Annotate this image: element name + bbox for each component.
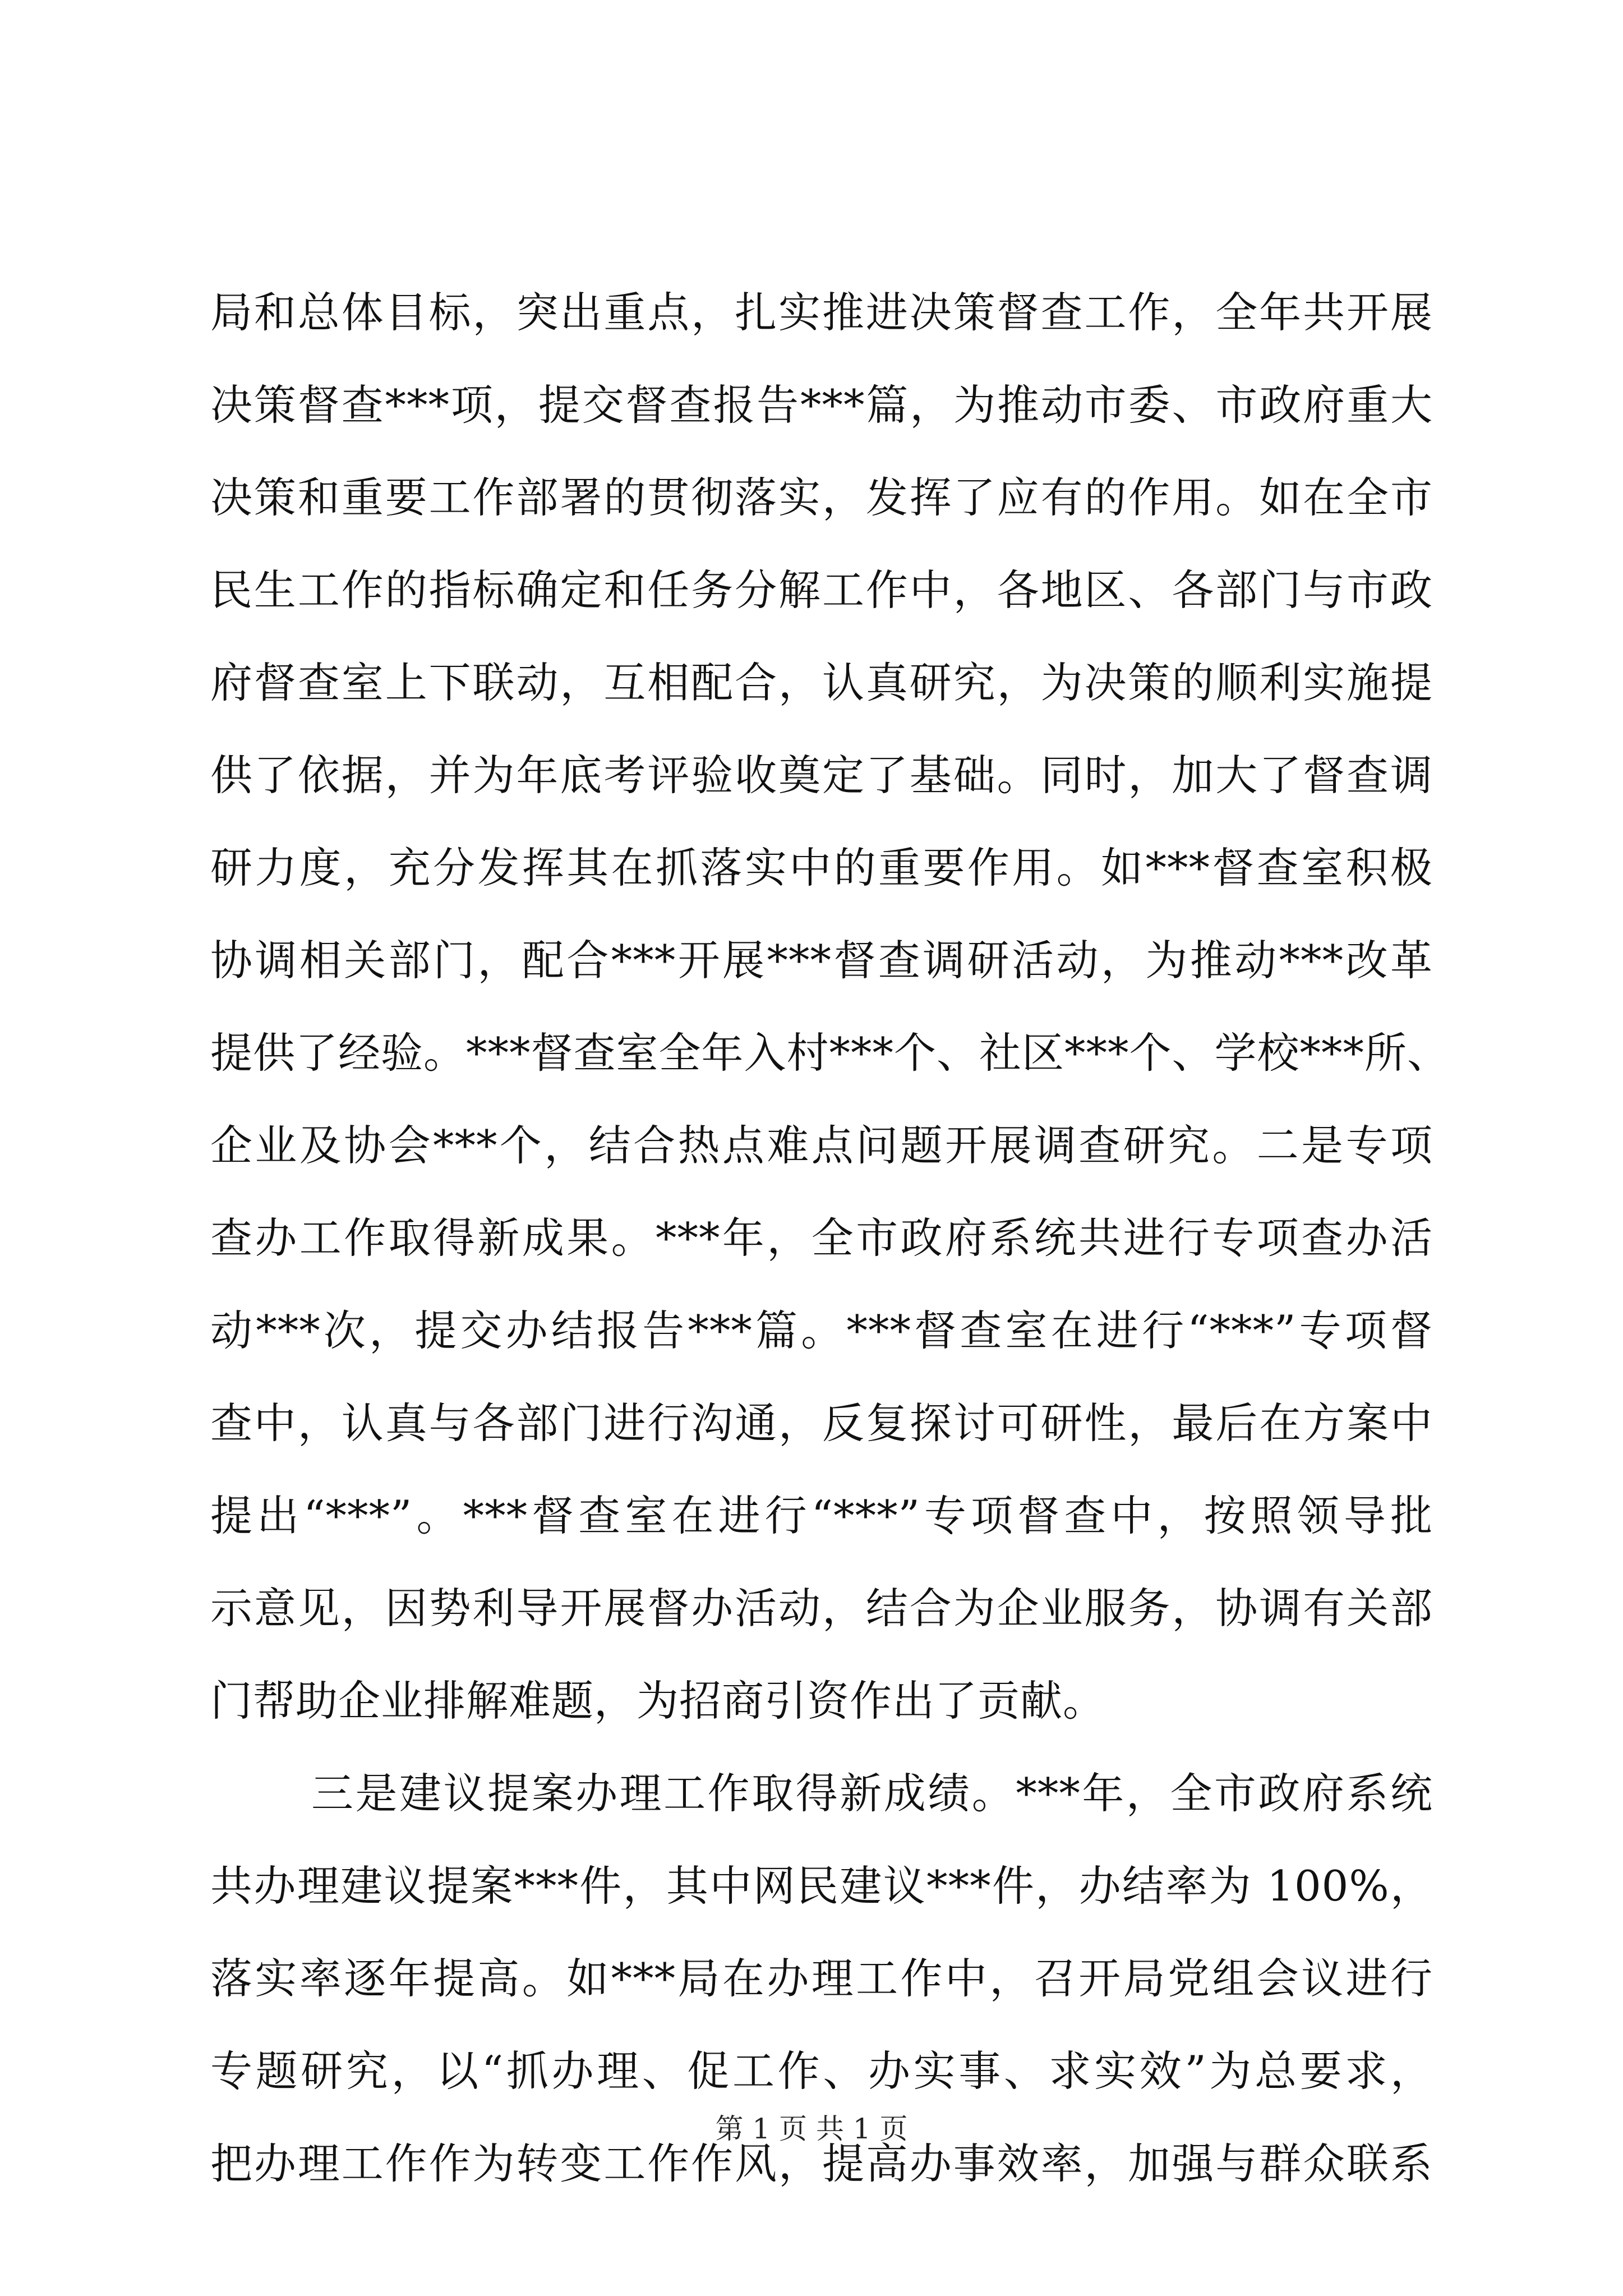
text-line: 专题研究，以“抓办理、促工作、办实事、求实效”为总要求， bbox=[210, 2046, 1433, 2096]
paragraph-end-line: 门帮助企业排解难题，为招商引资作出了贡献。 bbox=[210, 1676, 1106, 1726]
text-line: 民生工作的指标确定和任务分解工作中，各地区、各部门与市政 bbox=[210, 565, 1433, 615]
text-line: 查中，认真与各部门进行沟通，反复探讨可研性，最后在方案中 bbox=[210, 1398, 1433, 1448]
page-number-label: 第 1 页 共 1 页 bbox=[715, 2113, 908, 2145]
page-footer bbox=[0, 2109, 1623, 2148]
text-line: 决策督查***项，提交督查报告***篇，为推动市委、市政府重大 bbox=[210, 380, 1433, 430]
text-line: 府督查室上下联动，互相配合，认真研究，为决策的顺利实施提 bbox=[210, 658, 1433, 707]
text-line: 提出“***”。***督查室在进行“***”专项督查中，按照领导批 bbox=[210, 1491, 1433, 1540]
text-line: 局和总体目标，突出重点，扎实推进决策督查工作，全年共开展 bbox=[210, 288, 1433, 337]
text-line: 示意见，因势利导开展督办活动，结合为企业服务，协调有关部 bbox=[210, 1584, 1433, 1633]
text-line: 协调相关部门，配合***开展***督查调研活动，为推动***改革 bbox=[210, 936, 1433, 985]
text-line: 落实率逐年提高。如***局在办理工作中，召开局党组会议进行 bbox=[210, 1954, 1433, 2003]
text-line: 动***次，提交办结报告***篇。***督查室在进行“***”专项督 bbox=[210, 1306, 1433, 1355]
text-line: 共办理建议提案***件，其中网民建议***件，办结率为 100%， bbox=[210, 1861, 1433, 1911]
text-line: 查办工作取得新成果。***年，全市政府系统共进行专项查办活 bbox=[210, 1213, 1433, 1263]
document-body bbox=[210, 266, 1450, 2210]
text-line: 提供了经验。***督查室全年入村***个、社区***个、学校***所、 bbox=[210, 1028, 1450, 1078]
text-line: 企业及协会***个，结合热点难点问题开展调查研究。二是专项 bbox=[210, 1121, 1433, 1170]
text-line: 决策和重要工作部署的贯彻落实，发挥了应有的作用。如在全市 bbox=[210, 473, 1433, 522]
text-line: 研力度，充分发挥其在抓落实中的重要作用。如***督查室积极 bbox=[210, 843, 1433, 892]
text-line: 把办理工作作为转变工作作风，提高办事效率，加强与群众联系 bbox=[210, 2139, 1433, 2188]
text-line: 供了依据，并为年底考评验收奠定了基础。同时，加大了督查调 bbox=[210, 751, 1433, 800]
paragraph-first-line: 三是建议提案办理工作取得新成绩。***年，全市政府系统 bbox=[311, 1769, 1433, 1818]
